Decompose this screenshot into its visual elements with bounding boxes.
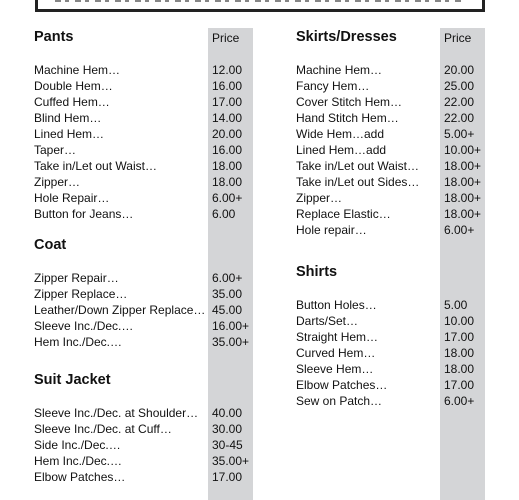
service-name: Double Hem… (34, 79, 113, 93)
service-name: Machine Hem… (34, 63, 121, 77)
service-price: 18.00+ (444, 175, 482, 189)
price-row (296, 393, 504, 409)
price-row (296, 174, 504, 190)
section-title-suit-jacket: Suit Jacket (34, 372, 111, 388)
price-row (296, 110, 504, 126)
service-price: 35.00+ (212, 454, 250, 468)
service-price: 6.00+ (444, 394, 475, 408)
price-row (296, 190, 504, 206)
service-name: Cuffed Hem… (34, 95, 110, 109)
service-name: Take in/Let out Waist… (296, 159, 419, 173)
price-row (34, 286, 272, 302)
service-price: 45.00 (212, 303, 243, 317)
service-price: 6.00+ (444, 223, 475, 237)
service-name: Replace Elastic… (296, 207, 391, 221)
service-name: Hole repair… (296, 223, 367, 237)
price-row (34, 142, 272, 158)
service-name: Hem Inc./Dec.… (34, 454, 123, 468)
price-row (296, 297, 504, 313)
service-name: Zipper… (296, 191, 343, 205)
price-row (34, 302, 272, 318)
price-row (296, 222, 504, 238)
service-price: 5.00+ (444, 127, 475, 141)
price-row (296, 313, 504, 329)
price-row (34, 405, 272, 421)
service-name: Fancy Hem… (296, 79, 370, 93)
service-name: Sleeve Inc./Dec.… (34, 319, 134, 333)
service-price: 17.00 (212, 95, 243, 109)
price-row (34, 318, 272, 334)
price-row (296, 78, 504, 94)
service-name: Sleeve Inc./Dec. at Cuff… (34, 422, 172, 436)
price-row (296, 126, 504, 142)
price-row (34, 190, 272, 206)
price-row (34, 453, 272, 469)
price-row (296, 158, 504, 174)
service-price: 6.00 (212, 207, 236, 221)
service-name: Sew on Patch… (296, 394, 383, 408)
service-name: Elbow Patches… (34, 470, 126, 484)
service-name: Straight Hem… (296, 330, 379, 344)
service-price: 18.00+ (444, 207, 482, 221)
service-name: Darts/Set… (296, 314, 359, 328)
service-name: Leather/Down Zipper Replace… (34, 303, 206, 317)
service-price: 16.00 (212, 79, 243, 93)
service-price: 18.00 (444, 346, 475, 360)
service-name: Curved Hem… (296, 346, 376, 360)
banner-lettering (55, 0, 465, 2)
service-price: 17.00 (444, 330, 475, 344)
price-row (296, 94, 504, 110)
price-row (34, 437, 272, 453)
service-price: 18.00+ (444, 159, 482, 173)
right-price-header: Price (444, 31, 472, 45)
service-name: Zipper… (34, 175, 81, 189)
service-price: 22.00 (444, 111, 475, 125)
price-row (34, 78, 272, 94)
service-price: 40.00 (212, 406, 243, 420)
service-price: 18.00 (212, 175, 243, 189)
service-name: Elbow Patches… (296, 378, 388, 392)
price-row (296, 377, 504, 393)
service-price: 18.00+ (444, 191, 482, 205)
price-row (296, 345, 504, 361)
price-row (34, 421, 272, 437)
service-price: 6.00+ (212, 271, 243, 285)
header-banner (0, 0, 519, 18)
service-price: 18.00 (444, 362, 475, 376)
price-row (34, 206, 272, 222)
service-price: 17.00 (444, 378, 475, 392)
service-price: 22.00 (444, 95, 475, 109)
price-row (34, 158, 272, 174)
service-name: Hole Repair… (34, 191, 110, 205)
service-name: Sleeve Hem… (296, 362, 374, 376)
price-row (34, 334, 272, 350)
price-row (296, 142, 504, 158)
service-price: 10.00+ (444, 143, 482, 157)
section-title-skirts-dresses: Skirts/Dresses (296, 29, 397, 45)
service-price: 17.00 (212, 470, 243, 484)
service-price: 30-45 (212, 438, 243, 452)
service-name: Wide Hem…add (296, 127, 385, 141)
service-name: Button Holes… (296, 298, 377, 312)
section-title-shirts: Shirts (296, 264, 338, 280)
left-price-header: Price (212, 31, 240, 45)
service-name: Take in/Let out Waist… (34, 159, 157, 173)
section-title-pants: Pants (34, 29, 74, 45)
service-price: 35.00+ (212, 335, 250, 349)
service-name: Button for Jeans… (34, 207, 134, 221)
price-row (296, 62, 504, 78)
service-price: 14.00 (212, 111, 243, 125)
service-price: 12.00 (212, 63, 243, 77)
service-name: Side Inc./Dec.… (34, 438, 121, 452)
service-name: Lined Hem…add (296, 143, 387, 157)
service-name: Taper… (34, 143, 77, 157)
service-name: Hand Stitch Hem… (296, 111, 399, 125)
service-name: Lined Hem… (34, 127, 105, 141)
price-row (34, 94, 272, 110)
price-row (296, 206, 504, 222)
price-row (296, 329, 504, 345)
service-name: Hem Inc./Dec.… (34, 335, 123, 349)
service-price: 25.00 (444, 79, 475, 93)
service-price: 30.00 (212, 422, 243, 436)
service-price: 16.00+ (212, 319, 250, 333)
price-row (34, 110, 272, 126)
service-price: 35.00 (212, 287, 243, 301)
price-row (34, 469, 272, 485)
service-name: Zipper Repair… (34, 271, 119, 285)
service-price: 20.00 (212, 127, 243, 141)
price-row (34, 174, 272, 190)
service-price: 5.00 (444, 298, 468, 312)
service-name: Blind Hem… (34, 111, 102, 125)
service-price: 10.00 (444, 314, 475, 328)
service-price: 20.00 (444, 63, 475, 77)
price-row (34, 126, 272, 142)
service-price: 18.00 (212, 159, 243, 173)
price-row (296, 361, 504, 377)
service-name: Zipper Replace… (34, 287, 128, 301)
price-row (34, 62, 272, 78)
section-title-coat: Coat (34, 237, 67, 253)
service-name: Take in/Let out Sides… (296, 175, 420, 189)
price-row (34, 270, 272, 286)
service-name: Cover Stitch Hem… (296, 95, 403, 109)
service-price: 6.00+ (212, 191, 243, 205)
service-price: 16.00 (212, 143, 243, 157)
service-name: Sleeve Inc./Dec. at Shoulder… (34, 406, 199, 420)
service-name: Machine Hem… (296, 63, 383, 77)
